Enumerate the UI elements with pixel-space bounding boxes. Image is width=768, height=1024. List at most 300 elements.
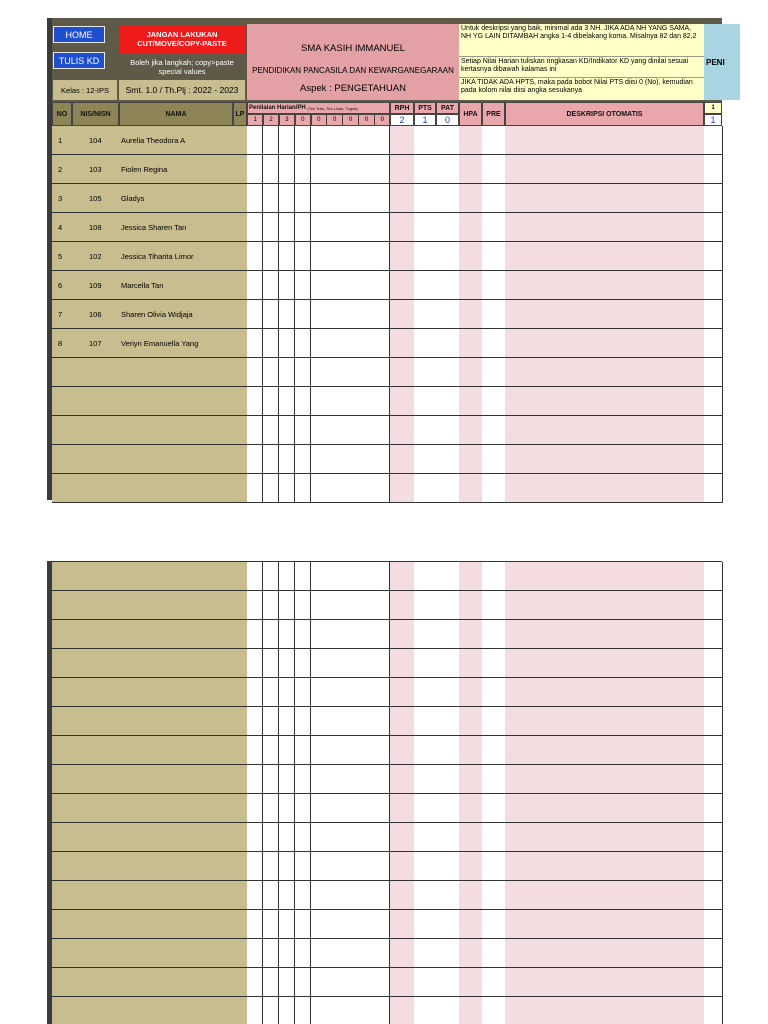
grade-cell[interactable]	[704, 126, 723, 155]
grade-cell[interactable]	[247, 213, 263, 242]
grade-cell[interactable]	[482, 591, 506, 620]
grade-cell[interactable]	[505, 707, 705, 736]
grade-cell[interactable]	[505, 852, 705, 881]
grade-cell[interactable]	[311, 794, 327, 823]
grade-cell[interactable]	[505, 213, 705, 242]
grade-cell[interactable]	[263, 358, 279, 387]
pat-weight[interactable]: 0	[436, 114, 459, 126]
grade-cell[interactable]	[459, 794, 483, 823]
grade-cell[interactable]	[295, 474, 311, 503]
grade-cell[interactable]	[263, 852, 279, 881]
grade-cell[interactable]	[459, 474, 483, 503]
grade-cell[interactable]	[326, 997, 342, 1024]
grade-cell[interactable]	[247, 620, 263, 649]
grade-cell[interactable]	[414, 242, 437, 271]
grade-cell[interactable]	[436, 591, 460, 620]
grade-cell[interactable]	[414, 968, 437, 997]
grade-cell[interactable]	[295, 126, 311, 155]
grade-cell[interactable]	[263, 271, 279, 300]
grade-cell[interactable]	[390, 591, 415, 620]
grade-cell[interactable]	[342, 765, 358, 794]
grade-cell[interactable]	[390, 242, 415, 271]
grade-cell[interactable]	[704, 387, 723, 416]
grade-cell[interactable]	[247, 765, 263, 794]
grade-cell[interactable]	[505, 387, 705, 416]
grade-cell[interactable]	[358, 823, 374, 852]
grade-cell[interactable]	[414, 416, 437, 445]
grade-cell[interactable]	[326, 591, 342, 620]
grade-cell[interactable]	[436, 387, 460, 416]
grade-cell[interactable]	[279, 765, 295, 794]
grade-cell[interactable]	[342, 358, 358, 387]
grade-cell[interactable]	[459, 271, 483, 300]
grade-cell[interactable]	[374, 329, 390, 358]
grade-cell[interactable]	[263, 213, 279, 242]
grade-cell[interactable]	[247, 155, 263, 184]
grade-cell[interactable]	[247, 300, 263, 329]
grade-cell[interactable]	[414, 562, 437, 591]
grade-cell[interactable]	[459, 329, 483, 358]
grade-cell[interactable]	[263, 707, 279, 736]
grade-cell[interactable]	[311, 387, 327, 416]
grade-cell[interactable]	[326, 242, 342, 271]
grade-cell[interactable]	[342, 126, 358, 155]
grade-cell[interactable]	[704, 271, 723, 300]
grade-cell[interactable]	[263, 445, 279, 474]
grade-cell[interactable]	[263, 823, 279, 852]
grade-cell[interactable]	[505, 765, 705, 794]
grade-cell[interactable]	[263, 649, 279, 678]
grade-cell[interactable]	[436, 126, 460, 155]
grade-cell[interactable]	[390, 358, 415, 387]
grade-cell[interactable]	[247, 242, 263, 271]
grade-cell[interactable]	[505, 416, 705, 445]
grade-cell[interactable]	[295, 968, 311, 997]
grade-cell[interactable]	[342, 184, 358, 213]
grade-cell[interactable]	[311, 155, 327, 184]
grade-cell[interactable]	[482, 910, 506, 939]
grade-cell[interactable]	[311, 910, 327, 939]
grade-cell[interactable]	[247, 997, 263, 1024]
grade-cell[interactable]	[247, 387, 263, 416]
grade-cell[interactable]	[358, 155, 374, 184]
grade-cell[interactable]	[247, 184, 263, 213]
grade-cell[interactable]	[704, 620, 723, 649]
grade-cell[interactable]	[326, 765, 342, 794]
grade-cell[interactable]	[436, 881, 460, 910]
grade-cell[interactable]	[358, 620, 374, 649]
grade-cell[interactable]	[263, 794, 279, 823]
grade-cell[interactable]	[459, 881, 483, 910]
grade-cell[interactable]	[436, 968, 460, 997]
grade-cell[interactable]	[311, 939, 327, 968]
grade-cell[interactable]	[414, 794, 437, 823]
grade-cell[interactable]	[342, 213, 358, 242]
grade-cell[interactable]	[374, 620, 390, 649]
grade-cell[interactable]	[482, 242, 506, 271]
grade-cell[interactable]	[279, 213, 295, 242]
grade-cell[interactable]	[247, 358, 263, 387]
grade-cell[interactable]	[358, 242, 374, 271]
grade-cell[interactable]	[295, 881, 311, 910]
grade-cell[interactable]	[358, 968, 374, 997]
grade-cell[interactable]	[311, 968, 327, 997]
grade-cell[interactable]	[326, 678, 342, 707]
grade-cell[interactable]	[295, 649, 311, 678]
grade-cell[interactable]	[704, 707, 723, 736]
grade-cell[interactable]	[436, 939, 460, 968]
grade-cell[interactable]	[482, 329, 506, 358]
grade-cell[interactable]	[279, 678, 295, 707]
grade-cell[interactable]	[263, 997, 279, 1024]
grade-cell[interactable]	[295, 765, 311, 794]
grade-cell[interactable]	[374, 823, 390, 852]
grade-cell[interactable]	[326, 794, 342, 823]
grade-cell[interactable]	[704, 939, 723, 968]
grade-cell[interactable]	[326, 910, 342, 939]
grade-cell[interactable]	[414, 184, 437, 213]
grade-cell[interactable]	[505, 562, 705, 591]
grade-cell[interactable]	[390, 126, 415, 155]
grade-cell[interactable]	[311, 213, 327, 242]
grade-cell[interactable]	[279, 126, 295, 155]
grade-cell[interactable]	[390, 474, 415, 503]
grade-cell[interactable]	[326, 329, 342, 358]
grade-cell[interactable]	[295, 155, 311, 184]
grade-cell[interactable]	[482, 823, 506, 852]
grade-cell[interactable]	[704, 881, 723, 910]
grade-cell[interactable]	[374, 794, 390, 823]
grade-cell[interactable]	[414, 939, 437, 968]
grade-cell[interactable]	[358, 678, 374, 707]
grade-cell[interactable]	[390, 997, 415, 1024]
grade-cell[interactable]	[342, 823, 358, 852]
grade-cell[interactable]	[279, 329, 295, 358]
grade-cell[interactable]	[505, 358, 705, 387]
grade-cell[interactable]	[342, 939, 358, 968]
grade-cell[interactable]	[436, 329, 460, 358]
grade-cell[interactable]	[505, 271, 705, 300]
grade-cell[interactable]	[482, 997, 506, 1024]
grade-cell[interactable]	[505, 155, 705, 184]
grade-cell[interactable]	[247, 445, 263, 474]
grade-cell[interactable]	[459, 707, 483, 736]
grade-cell[interactable]	[436, 474, 460, 503]
grade-cell[interactable]	[704, 445, 723, 474]
grade-cell[interactable]	[390, 852, 415, 881]
grade-cell[interactable]	[459, 649, 483, 678]
grade-cell[interactable]	[279, 271, 295, 300]
grade-cell[interactable]	[374, 126, 390, 155]
grade-cell[interactable]	[358, 387, 374, 416]
grade-cell[interactable]	[247, 591, 263, 620]
grade-cell[interactable]	[342, 736, 358, 765]
grade-cell[interactable]	[436, 213, 460, 242]
grade-cell[interactable]	[482, 184, 506, 213]
grade-cell[interactable]	[436, 794, 460, 823]
grade-cell[interactable]	[482, 765, 506, 794]
grade-cell[interactable]	[358, 852, 374, 881]
grade-cell[interactable]	[342, 881, 358, 910]
grade-cell[interactable]	[263, 387, 279, 416]
grade-cell[interactable]	[358, 445, 374, 474]
grade-cell[interactable]	[326, 562, 342, 591]
grade-cell[interactable]	[414, 155, 437, 184]
grade-cell[interactable]	[263, 939, 279, 968]
grade-cell[interactable]	[279, 852, 295, 881]
grade-cell[interactable]	[342, 910, 358, 939]
grade-cell[interactable]	[482, 968, 506, 997]
grade-cell[interactable]	[459, 678, 483, 707]
grade-cell[interactable]	[311, 358, 327, 387]
grade-cell[interactable]	[482, 213, 506, 242]
grade-cell[interactable]	[704, 242, 723, 271]
grade-cell[interactable]	[704, 649, 723, 678]
grade-cell[interactable]	[326, 649, 342, 678]
grade-cell[interactable]	[279, 155, 295, 184]
grade-cell[interactable]	[311, 997, 327, 1024]
grade-cell[interactable]	[704, 997, 723, 1024]
grade-cell[interactable]	[459, 126, 483, 155]
grade-cell[interactable]	[436, 736, 460, 765]
grade-cell[interactable]	[459, 939, 483, 968]
grade-cell[interactable]	[505, 620, 705, 649]
grade-cell[interactable]	[247, 823, 263, 852]
grade-cell[interactable]	[295, 562, 311, 591]
grade-cell[interactable]	[263, 968, 279, 997]
grade-cell[interactable]	[295, 184, 311, 213]
grade-cell[interactable]	[279, 968, 295, 997]
grade-cell[interactable]	[414, 997, 437, 1024]
grade-cell[interactable]	[279, 910, 295, 939]
grade-cell[interactable]	[342, 445, 358, 474]
grade-cell[interactable]	[390, 300, 415, 329]
grade-cell[interactable]	[263, 765, 279, 794]
grade-cell[interactable]	[704, 184, 723, 213]
grade-cell[interactable]	[436, 823, 460, 852]
grade-cell[interactable]	[704, 562, 723, 591]
grade-cell[interactable]	[358, 300, 374, 329]
grade-cell[interactable]	[263, 300, 279, 329]
grade-cell[interactable]	[279, 591, 295, 620]
grade-cell[interactable]	[247, 736, 263, 765]
grade-cell[interactable]	[459, 562, 483, 591]
grade-cell[interactable]	[374, 678, 390, 707]
grade-cell[interactable]	[311, 823, 327, 852]
grade-cell[interactable]	[295, 445, 311, 474]
grade-cell[interactable]	[414, 358, 437, 387]
grade-cell[interactable]	[311, 474, 327, 503]
grade-cell[interactable]	[374, 387, 390, 416]
grade-cell[interactable]	[311, 736, 327, 765]
grade-cell[interactable]	[358, 126, 374, 155]
grade-cell[interactable]	[263, 678, 279, 707]
grade-cell[interactable]	[247, 416, 263, 445]
grade-cell[interactable]	[295, 910, 311, 939]
grade-cell[interactable]	[263, 126, 279, 155]
grade-cell[interactable]	[326, 445, 342, 474]
grade-cell[interactable]	[374, 416, 390, 445]
grade-cell[interactable]	[342, 852, 358, 881]
grade-cell[interactable]	[247, 939, 263, 968]
grade-cell[interactable]	[482, 794, 506, 823]
grade-cell[interactable]	[414, 474, 437, 503]
grade-cell[interactable]	[342, 707, 358, 736]
grade-cell[interactable]	[295, 823, 311, 852]
grade-cell[interactable]	[414, 707, 437, 736]
grade-cell[interactable]	[505, 736, 705, 765]
grade-cell[interactable]	[482, 562, 506, 591]
grade-cell[interactable]	[263, 155, 279, 184]
grade-cell[interactable]	[482, 445, 506, 474]
grade-cell[interactable]	[342, 678, 358, 707]
grade-cell[interactable]	[263, 591, 279, 620]
grade-cell[interactable]	[505, 997, 705, 1024]
grade-cell[interactable]	[704, 213, 723, 242]
grade-cell[interactable]	[279, 242, 295, 271]
grade-cell[interactable]	[358, 910, 374, 939]
grade-cell[interactable]	[342, 387, 358, 416]
grade-cell[interactable]	[505, 968, 705, 997]
grade-cell[interactable]	[374, 242, 390, 271]
grade-cell[interactable]	[279, 736, 295, 765]
grade-cell[interactable]	[342, 562, 358, 591]
grade-cell[interactable]	[482, 649, 506, 678]
grade-cell[interactable]	[247, 910, 263, 939]
grade-cell[interactable]	[390, 271, 415, 300]
grade-cell[interactable]	[358, 271, 374, 300]
grade-cell[interactable]	[704, 329, 723, 358]
grade-cell[interactable]	[459, 620, 483, 649]
grade-cell[interactable]	[374, 445, 390, 474]
grade-cell[interactable]	[505, 300, 705, 329]
tulis-kd-button[interactable]: TULIS KD	[53, 52, 105, 69]
grade-cell[interactable]	[459, 184, 483, 213]
grade-cell[interactable]	[326, 474, 342, 503]
grade-cell[interactable]	[436, 852, 460, 881]
grade-cell[interactable]	[326, 736, 342, 765]
grade-cell[interactable]	[374, 649, 390, 678]
grade-cell[interactable]	[279, 939, 295, 968]
grade-cell[interactable]	[311, 416, 327, 445]
grade-cell[interactable]	[414, 910, 437, 939]
grade-cell[interactable]	[704, 416, 723, 445]
grade-cell[interactable]	[247, 707, 263, 736]
grade-cell[interactable]	[358, 881, 374, 910]
grade-cell[interactable]	[247, 126, 263, 155]
grade-cell[interactable]	[436, 620, 460, 649]
grade-cell[interactable]	[295, 591, 311, 620]
grade-cell[interactable]	[505, 184, 705, 213]
grade-cell[interactable]	[459, 823, 483, 852]
grade-cell[interactable]	[482, 707, 506, 736]
grade-cell[interactable]	[436, 184, 460, 213]
grade-cell[interactable]	[326, 707, 342, 736]
grade-cell[interactable]	[326, 126, 342, 155]
grade-cell[interactable]	[482, 678, 506, 707]
grade-cell[interactable]	[247, 678, 263, 707]
grade-cell[interactable]	[436, 271, 460, 300]
grade-cell[interactable]	[342, 968, 358, 997]
grade-cell[interactable]	[704, 155, 723, 184]
grade-cell[interactable]	[342, 649, 358, 678]
grade-cell[interactable]	[295, 707, 311, 736]
grade-cell[interactable]	[326, 358, 342, 387]
grade-cell[interactable]	[342, 300, 358, 329]
rph-weight[interactable]: 2	[390, 114, 414, 126]
grade-cell[interactable]	[414, 736, 437, 765]
grade-cell[interactable]	[482, 300, 506, 329]
grade-cell[interactable]	[390, 387, 415, 416]
grade-cell[interactable]	[279, 387, 295, 416]
grade-cell[interactable]	[505, 881, 705, 910]
grade-cell[interactable]	[342, 620, 358, 649]
grade-cell[interactable]	[374, 910, 390, 939]
grade-cell[interactable]	[326, 184, 342, 213]
grade-cell[interactable]	[311, 765, 327, 794]
grade-cell[interactable]	[295, 997, 311, 1024]
grade-cell[interactable]	[414, 649, 437, 678]
grade-cell[interactable]	[390, 213, 415, 242]
grade-cell[interactable]	[414, 271, 437, 300]
grade-cell[interactable]	[505, 794, 705, 823]
grade-cell[interactable]	[279, 707, 295, 736]
grade-cell[interactable]	[247, 474, 263, 503]
grade-cell[interactable]	[704, 474, 723, 503]
grade-cell[interactable]	[459, 591, 483, 620]
grade-cell[interactable]	[279, 184, 295, 213]
grade-cell[interactable]	[295, 794, 311, 823]
grade-cell[interactable]	[436, 765, 460, 794]
grade-cell[interactable]	[704, 968, 723, 997]
grade-cell[interactable]	[263, 184, 279, 213]
grade-cell[interactable]	[279, 300, 295, 329]
grade-cell[interactable]	[358, 591, 374, 620]
grade-cell[interactable]	[326, 939, 342, 968]
grade-cell[interactable]	[482, 736, 506, 765]
grade-cell[interactable]	[342, 997, 358, 1024]
grade-cell[interactable]	[295, 300, 311, 329]
grade-cell[interactable]	[279, 358, 295, 387]
grade-cell[interactable]	[704, 358, 723, 387]
grade-cell[interactable]	[390, 881, 415, 910]
grade-cell[interactable]	[247, 881, 263, 910]
grade-cell[interactable]	[247, 649, 263, 678]
grade-cell[interactable]	[311, 562, 327, 591]
grade-cell[interactable]	[459, 213, 483, 242]
grade-cell[interactable]	[704, 300, 723, 329]
grade-cell[interactable]	[358, 997, 374, 1024]
grade-cell[interactable]	[358, 358, 374, 387]
grade-cell[interactable]	[414, 852, 437, 881]
grade-cell[interactable]	[358, 329, 374, 358]
grade-cell[interactable]	[374, 184, 390, 213]
grade-cell[interactable]	[247, 968, 263, 997]
grade-cell[interactable]	[374, 707, 390, 736]
grade-cell[interactable]	[247, 852, 263, 881]
grade-cell[interactable]	[342, 794, 358, 823]
grade-cell[interactable]	[279, 649, 295, 678]
grade-cell[interactable]	[326, 968, 342, 997]
grade-cell[interactable]	[390, 794, 415, 823]
grade-cell[interactable]	[374, 591, 390, 620]
grade-cell[interactable]	[326, 387, 342, 416]
grade-cell[interactable]	[459, 416, 483, 445]
grade-cell[interactable]	[704, 910, 723, 939]
grade-cell[interactable]	[505, 126, 705, 155]
grade-cell[interactable]	[263, 620, 279, 649]
grade-cell[interactable]	[311, 620, 327, 649]
